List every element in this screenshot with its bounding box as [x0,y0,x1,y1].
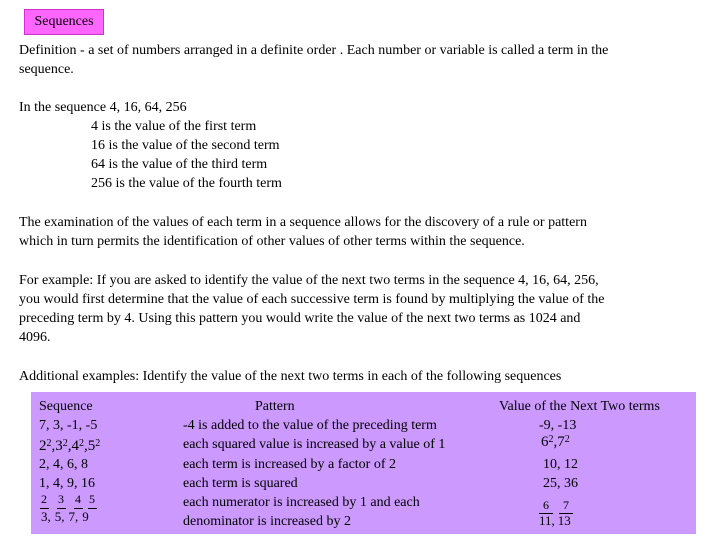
row4-pattern: each term is squared [183,476,298,491]
term-line-1: 4 is the value of the first term [91,119,257,134]
row2-next: $6^2,7^2$ [541,434,570,450]
definition-line-2: sequence. [19,62,74,77]
header-next: Value of the Next Two terms [499,399,660,414]
row4-next: 25, 36 [543,476,578,491]
term-line-3: 64 is the value of the third term [91,157,268,172]
row1-sequence: 7, 3, -1, -5 [39,418,98,433]
examples-table [31,392,696,534]
row1-pattern: -4 is added to the value of the preceding term [183,418,437,433]
fraction-denominators: 11, 13 [539,513,571,528]
for-example-line-1: For example: If you are asked to identify the value of the next two terms in the sequence 4, 16, 64, 256, [19,273,599,288]
fraction-denominators: 3, 5, 7, 9 [41,509,89,524]
fraction-numerator: 3 [58,492,64,506]
page-title: Sequences [24,9,104,35]
term-line-4: 256 is the value of the fourth term [91,176,282,191]
fraction-numerator: 5 [89,492,95,506]
row3-next: 10, 12 [543,457,578,472]
fraction-numerator: 2 [41,492,47,506]
fraction-numerator: 4 [75,492,81,506]
row2-sequence: $2^2,3^2,4^2,5^2$ [39,438,101,454]
row3-pattern: each term is increased by a factor of 2 [183,457,397,472]
row2-pattern: each squared value is increased by a value of 1 [183,437,446,452]
examination-line-1: The examination of the values of each term in a sequence allows for the discovery of a rule or pattern [19,215,587,230]
row5-pattern-line-1: each numerator is increased by 1 and each [183,495,420,510]
fraction-numerator: 6 [543,498,549,512]
additional-examples: Additional examples: Identify the value of the next two terms in each of the following sequences [19,369,562,384]
examination-line-2: which in turn permits the identification of other values of other terms within the sequence. [19,234,525,249]
fraction-numerator: 7 [563,498,569,512]
row4-sequence: 1, 4, 9, 16 [39,476,95,491]
term-line-2: 16 is the value of the second term [91,138,280,153]
header-sequence: Sequence [39,399,93,414]
definition-line-1: Definition - a set of numbers arranged in a definite order . Each number or variable is called a term in the [19,43,609,58]
row5-pattern-line-2: denominator is increased by 2 [183,514,351,529]
row1-next: -9, -13 [539,418,577,433]
fraction-bar [88,508,97,509]
for-example-line-3: preceding term by 4. Using this pattern you would write the value of the next two terms as 1024 and [19,311,581,326]
for-example-line-4: 4096. [19,330,51,345]
for-example-line-2: you would first determine that the value of each successive term is found by multiplying the value of the [19,292,605,307]
row3-sequence: 2, 4, 6, 8 [39,457,88,472]
example-intro: In the sequence 4, 16, 64, 256 [19,100,187,115]
header-pattern: Pattern [255,399,295,414]
